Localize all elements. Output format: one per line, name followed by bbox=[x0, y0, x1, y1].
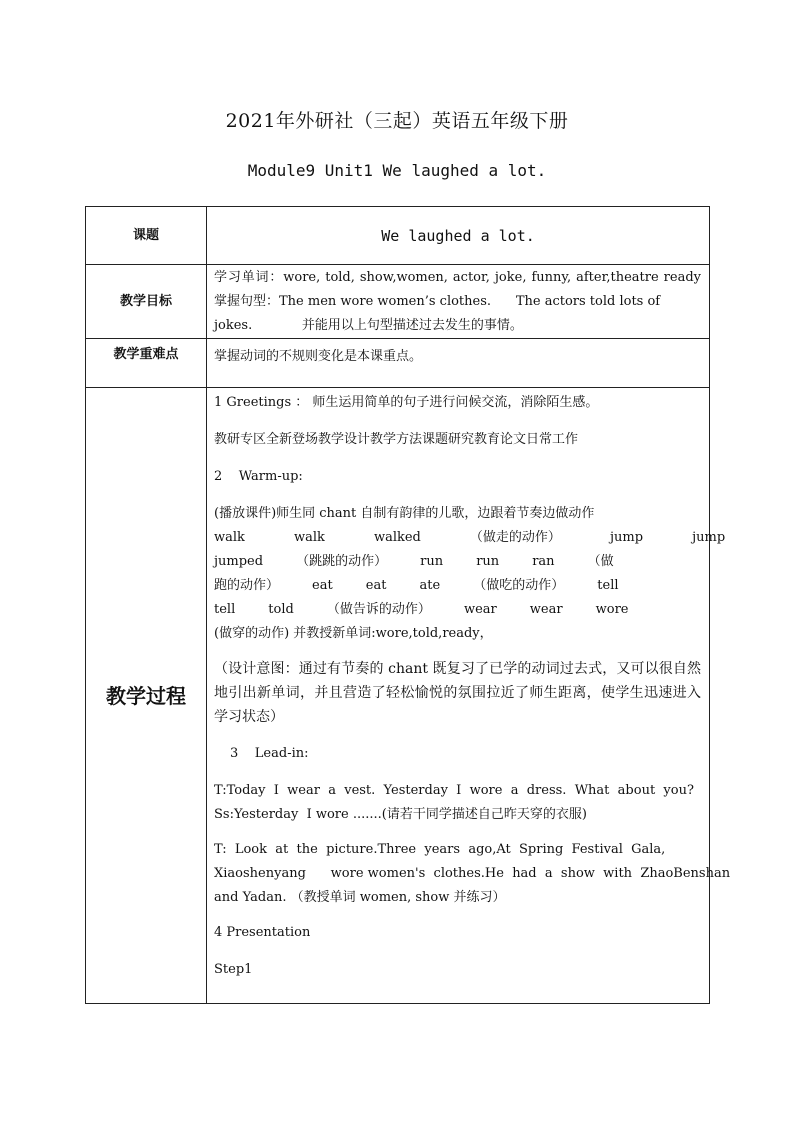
step-label: Step1 bbox=[214, 962, 253, 977]
warmup-chant bbox=[214, 502, 726, 646]
leadin-heading: 3 Lead-in: bbox=[230, 746, 309, 761]
lesson-subtitle: Module9 Unit1 We laughed a lot. bbox=[247, 161, 547, 180]
lesson-plan-table bbox=[85, 206, 731, 1004]
banner-text: 教研专区全新登场教学设计教学方法课题研究教育论文日常工作 bbox=[214, 432, 579, 447]
goals-label: 教学目标 bbox=[86, 265, 207, 339]
leadin-dialogue bbox=[214, 779, 701, 827]
warmup-line: (做穿的动作) 并教授新单词:wore,told,ready， bbox=[214, 626, 493, 641]
process-content bbox=[207, 388, 731, 1004]
document-title: 2021年外研社（三起）英语五年级下册 bbox=[225, 110, 569, 132]
topic-row bbox=[86, 207, 710, 265]
key-points-value: 掌握动词的不规则变化是本课重点。 bbox=[207, 339, 710, 388]
process-row bbox=[86, 388, 710, 1004]
leadin-line: Ss:Yesterday I wore .......(请若干同学描述自己昨天穿的衣服) bbox=[214, 807, 587, 822]
warmup-heading: 2 Warm-up: bbox=[214, 469, 303, 484]
warmup-line: walk walk walked （做走的动作） jump jump bbox=[214, 530, 726, 545]
warmup-line: 跑的动作） eat eat ate （做吃的动作） tell bbox=[214, 578, 619, 593]
goals-line-vocab: 学习单词：wore, told, show,women, actor, joke, funny, after,theatre ready bbox=[214, 270, 701, 285]
goals-row bbox=[86, 265, 710, 339]
presentation-heading: 4 Presentation bbox=[214, 925, 311, 940]
design-note: （设计意图：通过有节奏的 chant 既复习了已学的动词过去式，又可以很自然地引出新单词，并且营造了轻松愉悦的氛围拉近了师生距离，使学生迅速进入学习状态） bbox=[214, 661, 701, 725]
picture-line: T: Look at the picture.Three years ago,At Spring Festival Gala, bbox=[214, 842, 666, 857]
picture-line: Xiaoshenyang wore women's clothes.He had a show with ZhaoBenshan bbox=[214, 866, 731, 881]
picture-line: and Yadan. （教授单词 women, show 并练习） bbox=[214, 890, 506, 905]
greetings-step: 1 Greetings ： 师生运用简单的句子进行问候交流，消除陌生感。 bbox=[214, 395, 599, 410]
topic-value: We laughed a lot. bbox=[207, 207, 710, 265]
process-label: 教学过程 bbox=[86, 388, 207, 1004]
picture-dialogue bbox=[214, 838, 731, 910]
goals-content bbox=[207, 265, 710, 339]
goals-line-sentences: 掌握句型：The men wore women’s clothes. The actors told lots of bbox=[214, 294, 661, 309]
warmup-line: tell told （做告诉的动作） wear wear wore bbox=[214, 602, 629, 617]
warmup-line: jumped （跳跳的动作） run run ran （做 bbox=[214, 554, 614, 569]
goals-line-usage: jokes. 并能用以上句型描述过去发生的事情。 bbox=[214, 318, 523, 333]
leadin-line: T:Today I wear a vest. Yesterday I wore a dress. What about you? bbox=[214, 783, 694, 798]
key-points-label: 教学重难点 bbox=[86, 339, 207, 388]
key-points-row bbox=[86, 339, 710, 388]
warmup-line: (播放课件)师生同 chant 自制有韵律的儿歌，边跟着节奏边做动作 bbox=[214, 506, 595, 521]
topic-label: 课题 bbox=[86, 207, 207, 265]
